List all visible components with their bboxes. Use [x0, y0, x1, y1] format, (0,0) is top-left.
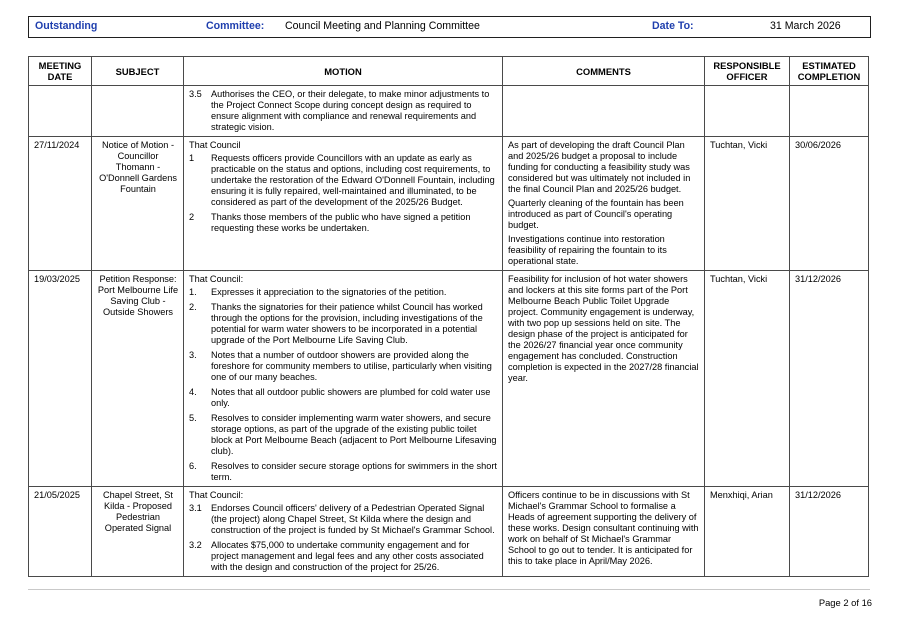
motion-item-number: 4.	[189, 387, 197, 397]
column-header-responsible-officer: RESPONSIBLE OFFICER	[705, 57, 790, 86]
motion-item	[189, 302, 498, 346]
motion-item	[189, 413, 498, 457]
motion-item-text: Authorises the CEO, or their delegate, to make minor adjustments to the Project Connect Scope during concept design as required to ensure alignment with compliance and renewal requirements and strategic vision.	[211, 89, 490, 132]
subject-cell: Chapel Street, St Kilda - Proposed Pedestrian Operated Signal	[92, 487, 184, 577]
motion-item-text: Resolves to consider secure storage options for swimmers in the short term.	[211, 461, 497, 482]
responsible-officer-cell: Tuchtan, Vicki	[705, 271, 790, 487]
motion-item	[189, 89, 498, 133]
motion-item-number: 5.	[189, 413, 197, 423]
comments-cell	[503, 487, 705, 577]
report-status-label: Outstanding	[35, 20, 98, 32]
report-header	[28, 16, 871, 38]
responsible-officer-cell: Tuchtan, Vicki	[705, 137, 790, 271]
footer-divider	[28, 589, 870, 590]
table-row	[29, 487, 869, 577]
motion-item-number: 2.	[189, 302, 197, 312]
comment-paragraph: Investigations continue into restoration feasibility of repairing the fountain to its operational state.	[508, 234, 667, 266]
table-body	[29, 86, 869, 577]
estimated-completion-cell: 30/06/2026	[790, 137, 869, 271]
page-number: Page 2 of 16	[818, 597, 872, 608]
motion-cell	[184, 271, 503, 487]
comment-paragraph: Feasibility for inclusion of hot water showers and lockers at this site forms part of the Port Melbourne Beach Public Toilet Upgrade project. Community engagement is underway, with two pop up sessions held on site. The design phase of the project is anticipated for the 2026/27 financial year once community engagement has concluded. Construction completion is expected in the 2027/28 financial year.	[508, 274, 699, 383]
column-header-meeting-date: MEETING DATE	[29, 57, 92, 86]
responsible-officer-cell: Menxhiqi, Arian	[705, 487, 790, 577]
date-to-value: 31 March 2026	[770, 20, 841, 32]
subject-cell: Petition Response: Port Melbourne Life Saving Club - Outside Showers	[92, 271, 184, 487]
estimated-completion-cell	[790, 86, 869, 137]
motion-item-number: 2	[189, 212, 195, 222]
motion-cell	[184, 86, 503, 137]
table-header-row	[29, 57, 869, 86]
motion-item-number: 6.	[189, 461, 197, 471]
estimated-completion-cell: 31/12/2026	[790, 271, 869, 487]
table-row	[29, 137, 869, 271]
meeting-date-cell	[29, 86, 92, 137]
motion-item-number: 3.	[189, 350, 197, 360]
motion-item	[189, 540, 498, 573]
comments-cell	[503, 271, 705, 487]
meeting-date-cell: 19/03/2025	[29, 271, 92, 487]
committee-value: Council Meeting and Planning Committee	[285, 20, 480, 32]
motion-item-text: Notes that a number of outdoor showers are provided along the foreshore for community members to utilise, particularly when visiting one of our many beaches.	[211, 350, 492, 382]
column-header-comments: COMMENTS	[503, 57, 705, 86]
table-row	[29, 86, 869, 137]
motion-item-number: 1	[189, 153, 195, 163]
committee-label: Committee:	[206, 20, 265, 32]
motion-item-text: Notes that all outdoor public showers are plumbed for cold water use only.	[211, 387, 491, 408]
motion-item	[189, 461, 498, 483]
motion-item	[189, 153, 498, 208]
table-row	[29, 271, 869, 487]
motion-item-text: Resolves to consider implementing warm water showers, and secure storage options, as part of the upgrade of the existing public toilet block at Port Melbourne Beach (adjacent to Port Melbourne Lifesaving club).	[211, 413, 497, 456]
column-header-estimated-completion: ESTIMATED COMPLETION	[790, 57, 869, 86]
comments-cell	[503, 86, 705, 137]
comment-paragraph: Officers continue to be in discussions with St Michael's Grammar School to formalise a Heads of agreement supporting the delivery of these works. Design consultant continuing with work on behalf of St Michael's Grammar School to go out to tender. It is anticipated for this to take place in April/May 2026.	[508, 490, 699, 566]
subject-cell	[92, 86, 184, 137]
estimated-completion-cell: 31/12/2026	[790, 487, 869, 577]
motion-item-text: Requests officers provide Councillors with an update as early as practicable on the status and options, including cost requirements, to undertake the restoration of the Edward O'Donnell Fountain, including ensuring it is fully repaired, well-maintained and illuminated, to be considered as part of the development of the 2025/26 Budget.	[211, 153, 495, 207]
column-header-subject: SUBJECT	[92, 57, 184, 86]
meeting-date-cell: 21/05/2025	[29, 487, 92, 577]
motion-intro: That Council:	[189, 490, 244, 500]
motion-item	[189, 350, 498, 383]
outstanding-actions-table	[28, 56, 869, 577]
motion-intro: That Council:	[189, 274, 244, 284]
comment-paragraph: Quarterly cleaning of the fountain has been introduced as part of Council's operating budget.	[508, 198, 684, 230]
motion-item	[189, 503, 498, 536]
motion-intro: That Council	[189, 140, 241, 150]
motion-item-number: 3.2	[189, 540, 202, 550]
motion-item-text: Expresses it appreciation to the signatories of the petition.	[211, 287, 447, 297]
comments-cell	[503, 137, 705, 271]
motion-item-number: 1.	[189, 287, 197, 297]
motion-item	[189, 287, 498, 298]
motion-item-text: Allocates $75,000 to undertake community engagement and for project management and legal fees and any other costs associated with the design and construction of the project for 25/26.	[211, 540, 484, 572]
motion-item	[189, 387, 498, 409]
date-to-label: Date To:	[652, 20, 694, 32]
motion-item-number: 3.5	[189, 89, 202, 99]
comment-paragraph: As part of developing the draft Council Plan and 2025/26 budget a proposal to include funding for conducting a feasibility study was considered but was ultimately not included in the final Council Plan and 2025/26 budget.	[508, 140, 691, 194]
motion-cell	[184, 137, 503, 271]
motion-cell	[184, 487, 503, 577]
meeting-date-cell: 27/11/2024	[29, 137, 92, 271]
subject-cell: Notice of Motion - Councillor Thomann - O'Donnell Gardens Fountain	[92, 137, 184, 271]
motion-item	[189, 212, 498, 234]
motion-item-text: Thanks those members of the public who have signed a petition requesting these works be undertaken.	[211, 212, 471, 233]
motion-item-text: Thanks the signatories for their patience whilst Council has worked through the options for the provision, including investigations of the potential for warm water showers to be incorporated in a potential upgrade of the Port Melbourne Life Saving Club.	[211, 302, 483, 345]
motion-item-number: 3.1	[189, 503, 202, 513]
column-header-motion: MOTION	[184, 57, 503, 86]
responsible-officer-cell	[705, 86, 790, 137]
motion-item-text: Endorses Council officers' delivery of a Pedestrian Operated Signal (the project) along Chapel Street, St Kilda where the design and construction of the project is funded by St Michael's Grammar School.	[211, 503, 495, 535]
